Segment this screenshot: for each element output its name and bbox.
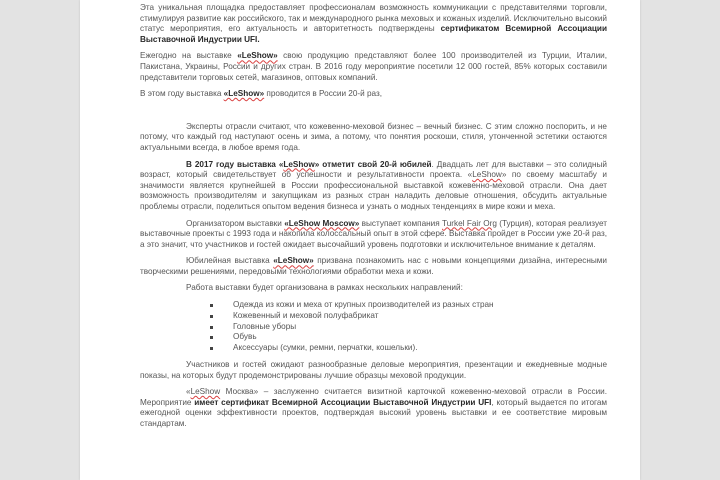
directions-list bbox=[140, 300, 607, 354]
bullet-icon bbox=[210, 326, 213, 329]
paragraph-jubilee-2017: В 2017 году выставка «LeShow» отметит свой 20-й юбилей. Двадцать лет для выставки – это солидный возраст, который свидетельствует об успешности и результативности проекта. «LeShow» по своему масштабу и значимости является крупнейшей в России профессиональной выставкой кожевенно-меховой отрасли. Она дает возможность производителям и закупщикам из разных стран наладить деловые отношения, обсудить актуальные проблемы отрасли, поделиться опытом ведения бизнеса и узнать о модных тенденциях в мире кожи и меха. bbox=[140, 159, 607, 211]
jubilee-headline: В 2017 году выставка «LeShow» отметит свой 20-й юбилей bbox=[186, 159, 432, 169]
brand-name: LeShow bbox=[283, 159, 315, 169]
brand-name: «LeShow» bbox=[223, 89, 265, 99]
bullet-icon bbox=[210, 347, 213, 350]
ufi-certificate-text: сертификатом Всемирной Ассоциации Выставочной Индустрии UFI. bbox=[140, 24, 607, 44]
bullet-icon bbox=[210, 336, 213, 339]
list-item: Обувь bbox=[233, 332, 607, 343]
paragraph-directions-intro: Работа выставки будет организована в рамках нескольких направлений: bbox=[186, 283, 463, 293]
brand-name: LeShow bbox=[472, 170, 502, 180]
bullet-icon bbox=[210, 304, 213, 307]
list-item: Кожевенный и меховой полуфабрикат bbox=[233, 311, 607, 322]
brand-name: LeShow bbox=[190, 387, 221, 397]
list-item: Одежда из кожи и меха от крупных производителей из разных стран bbox=[233, 300, 607, 311]
paragraph-annual: Ежегодно на выставке «LeShow» свою продукцию представляют более 100 производителей из Турции, Италии, Пакистана, Украины, России и других стран. В 2016 году мероприятие посетили 12 000 гостей, 85% которых составили представители торговых сетей, магазинов, оптовых компаний. bbox=[140, 51, 607, 82]
paragraph-jubilee-show: Юбилейная выставка «LeShow» призвана познакомить нас с новыми концепциями дизайна, интересными творческими решениями, передовыми технологиями обработки меха и кожи. bbox=[140, 256, 608, 276]
paragraph-this-year: В этом году выставка «LeShow» проводится в России 20-й раз, bbox=[140, 89, 383, 99]
brand-name: «LeShow» bbox=[273, 256, 314, 266]
paragraph-experts: Эксперты отрасли считают, что кожевенно-меховой бизнес – вечный бизнес. С этим сложно поспорить, и не потому, что каждый год наступают осень и зима, а потому, что понятия роскоши, стиля, утонченной эстетики остаются актуальными всегда, в любое время года. bbox=[140, 121, 607, 152]
document-page bbox=[80, 0, 640, 480]
organizer-company: Turkel Fair Org bbox=[442, 218, 497, 228]
paragraph-platform: Эта уникальная площадка предоставляет профессионалам возможность коммуникации с представителями торговли, стимулируя развитие как российского, так и международного рынка меховых и кожаных изделий. Исключительно высокий статус мероприятия, его актуальность и авторитетность подтверждены сертификатом Всемирной Ассоциации Выставочной Индустрии UFI. bbox=[140, 3, 607, 44]
brand-name: «LeShow Moscow» bbox=[284, 218, 360, 228]
paragraph-leshow-moscow: «LeShow Москва» – заслуженно считается визитной карточкой кожевенно-меховой отрасли в России. Мероприятие имеет сертификат Всемирной Ассоциации Выставочной Индустрии UFI, который выдается по итогам ежегодной оценки эффективности проектов, подтверждая высокий уровень выставки и ее соответствие мировым стандартам. bbox=[140, 387, 607, 429]
brand-name: «LeShow» bbox=[237, 51, 278, 61]
paragraph-events: Участников и гостей ожидают разнообразные деловые мероприятия, презентации и ежедневные модные показы, на которых будут продемонстрированы лучшие образцы меховой продукции. bbox=[140, 360, 607, 380]
ufi-certificate-text: имеет сертификат Всемирной Ассоциации Выставочной Индустрии UFI bbox=[194, 397, 492, 407]
paragraph-organizer: Организатором выставки «LeShow Moscow» выступает компания Turkel Fair Org (Турция), которая реализует выставочные проекты с 1993 года и накопила колоссальный опыт в этой сфере. Выставка пройдет в России уже 20-й раз, а это значит, что участников и гостей ожидает высочайший уровень подготовки и исключительное внимание к деталям. bbox=[140, 218, 607, 249]
list-item: Головные уборы bbox=[233, 322, 607, 333]
list-item: Аксессуары (сумки, ремни, перчатки, кошельки). bbox=[233, 343, 607, 354]
document-body bbox=[140, 3, 607, 436]
bullet-icon bbox=[210, 315, 213, 318]
